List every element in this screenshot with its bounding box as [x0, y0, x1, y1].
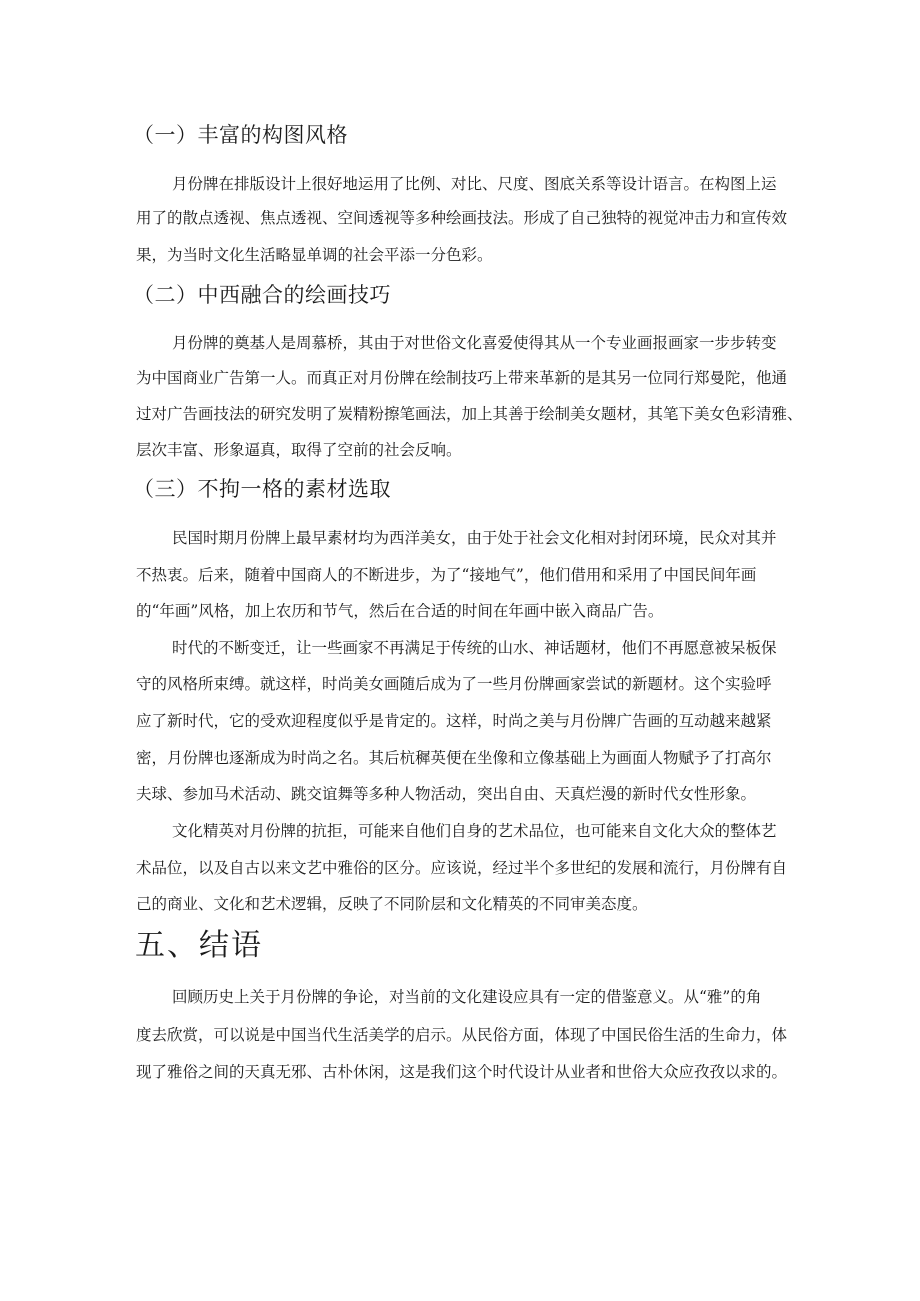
subsection-heading-3: （三）不拘一格的素材选取: [133, 477, 391, 501]
paragraph-line: 现了雅俗之间的天真无邪、古朴休闲，这是我们这个时代设计从业者和世俗大众应孜孜以求的。: [136, 1063, 788, 1081]
paragraph-line: 术品位，以及自古以来文艺中雅俗的区分。应该说，经过半个多世纪的发展和流行，月份牌有自: [136, 859, 788, 877]
paragraph-line: 夫球、参加马术活动、跳交谊舞等多种人物活动，突出自由、天真烂漫的新时代女性形象。: [136, 785, 757, 803]
paragraph-line: 果，为当时文化生活略显单调的社会平添一分色彩。: [136, 246, 493, 264]
paragraph-line: 为中国商业广告第一人。而真正对月份牌在绘制技巧上带来革新的是其另一位同行郑曼陀，他通: [136, 369, 788, 387]
paragraph-line: 用了的散点透视、焦点透视、空间透视等多种绘画技法。形成了自己独特的视觉冲击力和宣传效: [136, 209, 788, 227]
paragraph-line: 时代的不断变迁，让一些画家不再满足于传统的山水、神话题材，他们不再愿意被呆板保: [172, 639, 777, 657]
paragraph-line: 守的风格所束缚。就这样，时尚美女画随后成为了一些月份牌画家尝试的新题材。这个实验呼: [136, 675, 772, 693]
paragraph-line: 民国时期月份牌上最早素材均为西洋美女，由于处于社会文化相对封闭环境，民众对其并: [172, 529, 777, 547]
paragraph-line: 应了新时代，它的受欢迎程度似乎是肯定的。这样，时尚之美与月份牌广告画的互动越来越紧: [136, 712, 772, 730]
paragraph-line: 密，月份牌也逐渐成为时尚之名。其后杭穉英便在坐像和立像基础上为画面人物赋予了打高尔: [136, 749, 772, 767]
paragraph-line: 回顾历史上关于月份牌的争论，对当前的文化建设应具有一定的借鉴意义。从“雅”的角: [172, 988, 762, 1006]
paragraph-line: 月份牌在排版设计上很好地运用了比例、对比、尺度、图底关系等设计语言。在构图上运: [172, 175, 777, 193]
paragraph-line: 月份牌的奠基人是周慕桥，其由于对世俗文化喜爱使得其从一个专业画报画家一步步转变: [172, 334, 777, 352]
paragraph-line: 不热衷。后来，随着中国商人的不断进步，为了“接地气”，他们借用和采用了中国民间年画: [136, 566, 757, 584]
paragraph-line: 度去欣赏，可以说是中国当代生活美学的启示。从民俗方面，体现了中国民俗生活的生命力，体: [136, 1026, 788, 1044]
paragraph-line: 过对广告画技法的研究发明了炭精粉擦笔画法，加上其善于绘制美女题材，其笔下美女色彩清雅、: [136, 405, 803, 423]
paragraph-line: 的“年画”风格，加上农历和节气，然后在合适的时间在年画中嵌入商品广告。: [136, 602, 664, 620]
paragraph-line: 己的商业、文化和艺术逻辑，反映了不同阶层和文化精英的不同审美态度。: [136, 895, 648, 913]
section-heading-conclusion: 五、结语: [135, 928, 263, 963]
subsection-heading-2: （二）中西融合的绘画技巧: [133, 283, 391, 307]
subsection-heading-1: （一）丰富的构图风格: [133, 123, 348, 147]
paragraph-line: 层次丰富、形象逼真，取得了空前的社会反响。: [136, 441, 462, 459]
paragraph-line: 文化精英对月份牌的抗拒，可能来自他们自身的艺术品位，也可能来自文化大众的整体艺: [172, 822, 777, 840]
